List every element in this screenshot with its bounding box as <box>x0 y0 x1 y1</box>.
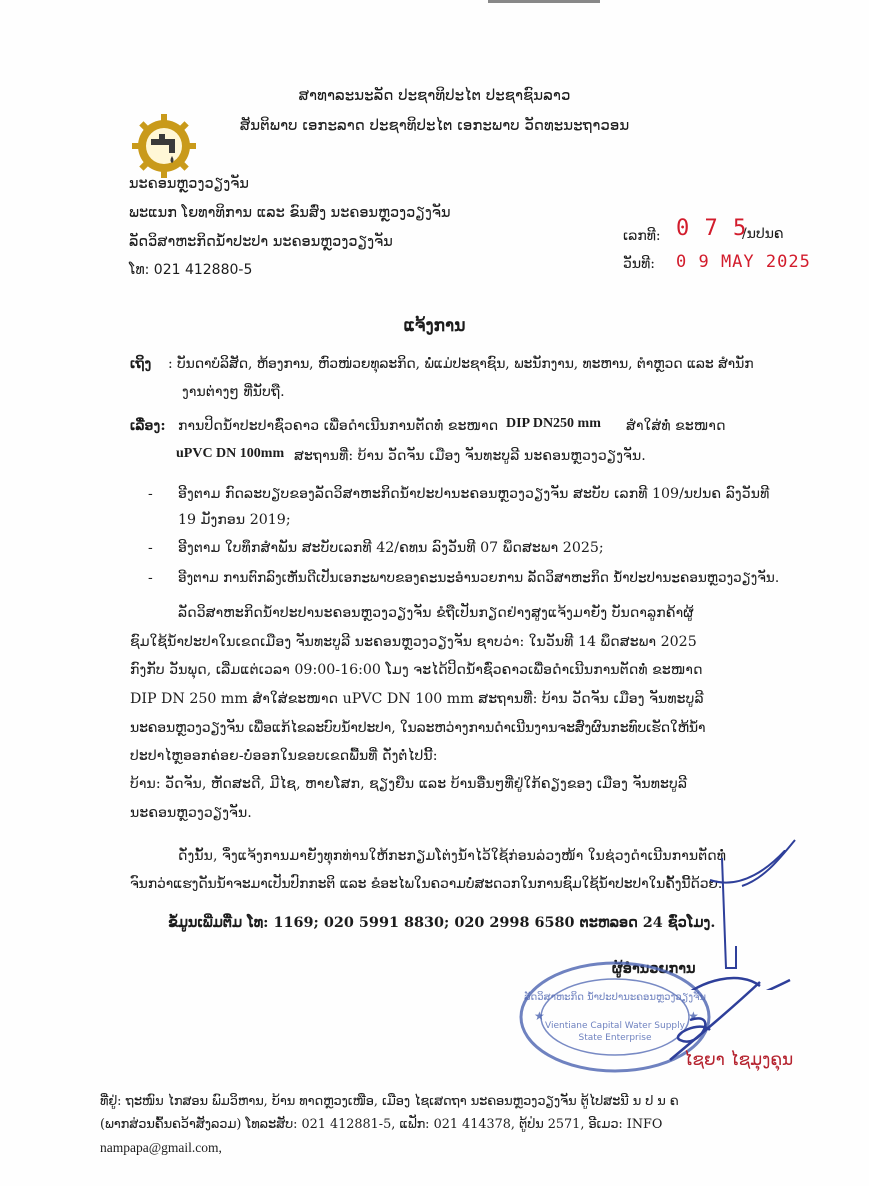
body-p1-line3: ກົງກັບ ວັນພຸດ, ເລີ່ມແຕ່ເວລາ 09:00-16:00 ໂມງ ຈະໄດ້ປິດນ້ຳຊົ່ວຄາວເພື່ອດຳເນີນການຕັດທໍ່ ຂະໜາດ <box>130 662 703 678</box>
motto-heading: ສັນຕິພາບ ເອກະລາດ ປະຊາທິປະໄຕ ເອກະພາບ ວັດທະນະຖາວອນ <box>239 116 630 134</box>
stamp-lao-text: ລັດວິສາຫະກິດ ນ້ຳປະປານະຄອນຫຼວງວຽງຈັນ <box>524 992 706 1003</box>
date-label: ວັນທີ: <box>623 256 655 272</box>
number-label: ເລກທີ: <box>623 228 661 244</box>
number-suffix: /ນປນຄ <box>742 226 784 242</box>
director-title: ຜູ້ອຳນວຍການ <box>612 960 696 977</box>
to-label: ເຖິງ <box>130 356 152 372</box>
reference-1-line1: ອີງຕາມ ກົດລະບຽບຂອງລັດວິສາຫະກິດນ້ຳປະປານະຄອນຫຼວງວຽງຈັນ ສະບັບ ເລກທີ 109/ນປນຄ ລົງວັນທີ <box>178 486 770 502</box>
reference-bullet: - <box>148 570 153 586</box>
reference-bullet: - <box>148 486 153 502</box>
document-date: 0 9 MAY 2025 <box>676 252 811 272</box>
reference-1-line2: 19 ມັງກອນ 2019; <box>178 512 291 528</box>
reference-bullet: - <box>148 540 153 556</box>
scan-edge-mark <box>488 0 600 3</box>
body-p1-line6: ປະປາໄຫຼອອກຄ່ອຍ-ບໍ່ອອກໃນຂອບເຂດພື້ນທີ່ ດັ່ງຕໍ່ໄປນີ້: <box>130 748 438 764</box>
sender-enterprise: ລັດວິສາຫະກິດນ້ຳປະປາ ນະຄອນຫຼວງວຽງຈັນ <box>129 234 393 250</box>
body-p1-line8: ນະຄອນຫຼວງວຽງຈັນ. <box>130 805 252 821</box>
subject-pipe-spec-2: uPVC DN 100mm <box>176 446 285 461</box>
signature-flourish <box>740 838 800 898</box>
body-p1-line1: ລັດວິສາຫະກິດນ້ຳປະປານະຄອນຫຼວງວຽງຈັນ ຂໍຖືເປັນກຽດຢ່າງສູງແຈ້ງມາຍັງ ບັນດາລູກຄ້າຜູ້ <box>178 605 694 621</box>
sender-phone: ໂທ: 021 412880-5 <box>129 262 253 278</box>
sender-city: ນະຄອນຫຼວງວຽງຈັນ <box>129 176 249 192</box>
body-p1-line4: DIP DN 250 mm ສຳໃສ່ຂະໜາດ uPVC DN 100 mm ສະຖານທີ່: ບ້ານ ວັດຈັນ ເມືອງ ຈັນທະບູລີ <box>130 691 704 707</box>
subject-label: ເລື່ອງ: <box>130 418 166 434</box>
republic-heading: ສາທາລະນະລັດ ປະຊາທິປະໄຕ ປະຊາຊົນລາວ <box>298 86 571 104</box>
body-p1-line5: ນະຄອນຫຼວງວຽງຈັນ ເພື່ອແກ້ໄຂລະບົບນ້ຳປະປາ, ໃນລະຫວ່າງການດຳເນີນງານຈະສົ່ງຜົນກະທົບເຮັດໃຫ້ນ້ຳ <box>130 720 706 736</box>
svg-text:★: ★ <box>534 1009 545 1023</box>
stamp-english-line2: State Enterprise <box>578 1033 652 1043</box>
sender-department: ພະແນກ ໂຍທາທິການ ແລະ ຂົນສົ່ງ ນະຄອນຫຼວງວຽງຈັນ <box>129 205 451 221</box>
to-recipients-line1: : ບັນດາບໍລິສັດ, ຫ້ອງການ, ຫົວໜ່ວຍທຸລະກິດ, ພໍ່ແມ່ປະຊາຊົນ, ພະນັກງານ, ທະຫານ, ຕຳຫຼວດ ແລະ ສຳນັກ <box>168 356 754 372</box>
water-supply-logo-icon <box>131 113 197 179</box>
subject-line1-a: ການປິດນ້ຳປະປາຊົ່ວຄາວ ເພື່ອດຳເນີນການຕັດທໍ່ ຂະໜາດ <box>178 418 499 434</box>
subject-pipe-spec-1: DIP DN250 mm <box>506 416 601 431</box>
director-name: ໄຊຍາ ໄຊມຸງຄຸນ <box>684 1050 794 1070</box>
body-p2-line1: ດັ່ງນັ້ນ, ຈຶ່ງແຈ້ງການມາຍັງທຸກທ່ານໃຫ້ກະກຽມໂຕ່ງນ້ຳໄວ້ໃຊ້ກ່ອນລ່ວງໜ້າ ໃນຊ່ວງດຳເນີນການຕັດທໍ່ <box>178 848 727 864</box>
reference-3: ອີງຕາມ ການຕົກລົງເຫັນດີເປັນເອກະພາບຂອງຄະນະອຳນວຍການ ລັດວິສາຫະກິດ ນ້ຳປະປານະຄອນຫຼວງວຽງຈັນ. <box>178 570 780 586</box>
svg-text:★: ★ <box>688 1009 699 1023</box>
document-title: ແຈ້ງການ <box>403 316 466 336</box>
reference-2: ອີງຕາມ ໃບທຶກສຳພັນ ສະບັບເລກທີ 42/ຄທນ ລົງວັນທີ 07 ພຶດສະພາ 2025; <box>178 540 604 556</box>
stamp-english-line1: Vientiane Capital Water Supply <box>545 1021 685 1031</box>
footer-address: ທີ່ຢູ່: ຖະໜົນ ໄກສອນ ພົມວິຫານ, ບ້ານ ທາດຫຼວງເໜືອ, ເມືອງ ໄຊເສດຖາ ນະຄອນຫຼວງວຽງຈັນ ຕູ້ໄປສະນີ ນ ປ ນ ຄ <box>100 1094 679 1109</box>
body-p1-line2: ຊົມໃຊ້ນ້ຳປະປາໃນເຂດເມືອງ ຈັນທະບູລີ ນະຄອນຫຼວງວຽງຈັນ ຊາບວ່າ: ໃນວັນທີ 14 ພຶດສະພາ 2025 <box>130 634 697 650</box>
footer-contact: (ພາກສ່ວນຄົ້ນຄວ້າສັງລວມ) ໂທລະສັບ: 021 412881-5, ແຟັກ: 021 414378, ຕູ້ປ່ນ 2571, ອີເມວ: INFO <box>100 1117 663 1132</box>
document-number: 0 7 5 <box>676 216 748 241</box>
to-recipients-line2: ງານຕ່າງໆ ທີ່ນັບຖື. <box>182 384 285 400</box>
body-p1-line7: ບ້ານ: ວັດຈັນ, ຫັດສະດີ, ມີໄຊ, ຫາຍໂສກ, ຊຽງຍືນ ແລະ ບ້ານອື່ນໆທີ່ຢູ່ໃກ້ຄຽງຂອງ ເມືອງ ຈັນທະບູລີ <box>130 776 688 792</box>
subject-location: ສະຖານທີ່: ບ້ານ ວັດຈັນ ເມືອງ ຈັນທະບູລີ ນະຄອນຫຼວງວຽງຈັນ. <box>294 448 646 464</box>
contact-info: ຂໍ້ມູນເພີ່ມຕື່ມ ໂທ: 1169; 020 5991 8830; 020 2998 6580 ຕະຫລອດ 24 ຊົ່ວໂມງ. <box>168 914 716 931</box>
subject-line1-c: ສຳໃສ່ທໍ່ ຂະໜາດ <box>626 418 726 434</box>
body-p2-line2: ຈົນກວ່າແຮງດັນນ້ຳຈະມາເປັນປົກກະຕິ ແລະ ຂໍອະໄພໃນຄວາມບໍ່ສະດວກໃນການຊົມໃຊ້ນ້ຳປະປາໃນຄັ້ງນີ້ດ້ວຍ. <box>130 876 723 892</box>
footer-email: nampapa@gmail.com, <box>100 1140 222 1155</box>
